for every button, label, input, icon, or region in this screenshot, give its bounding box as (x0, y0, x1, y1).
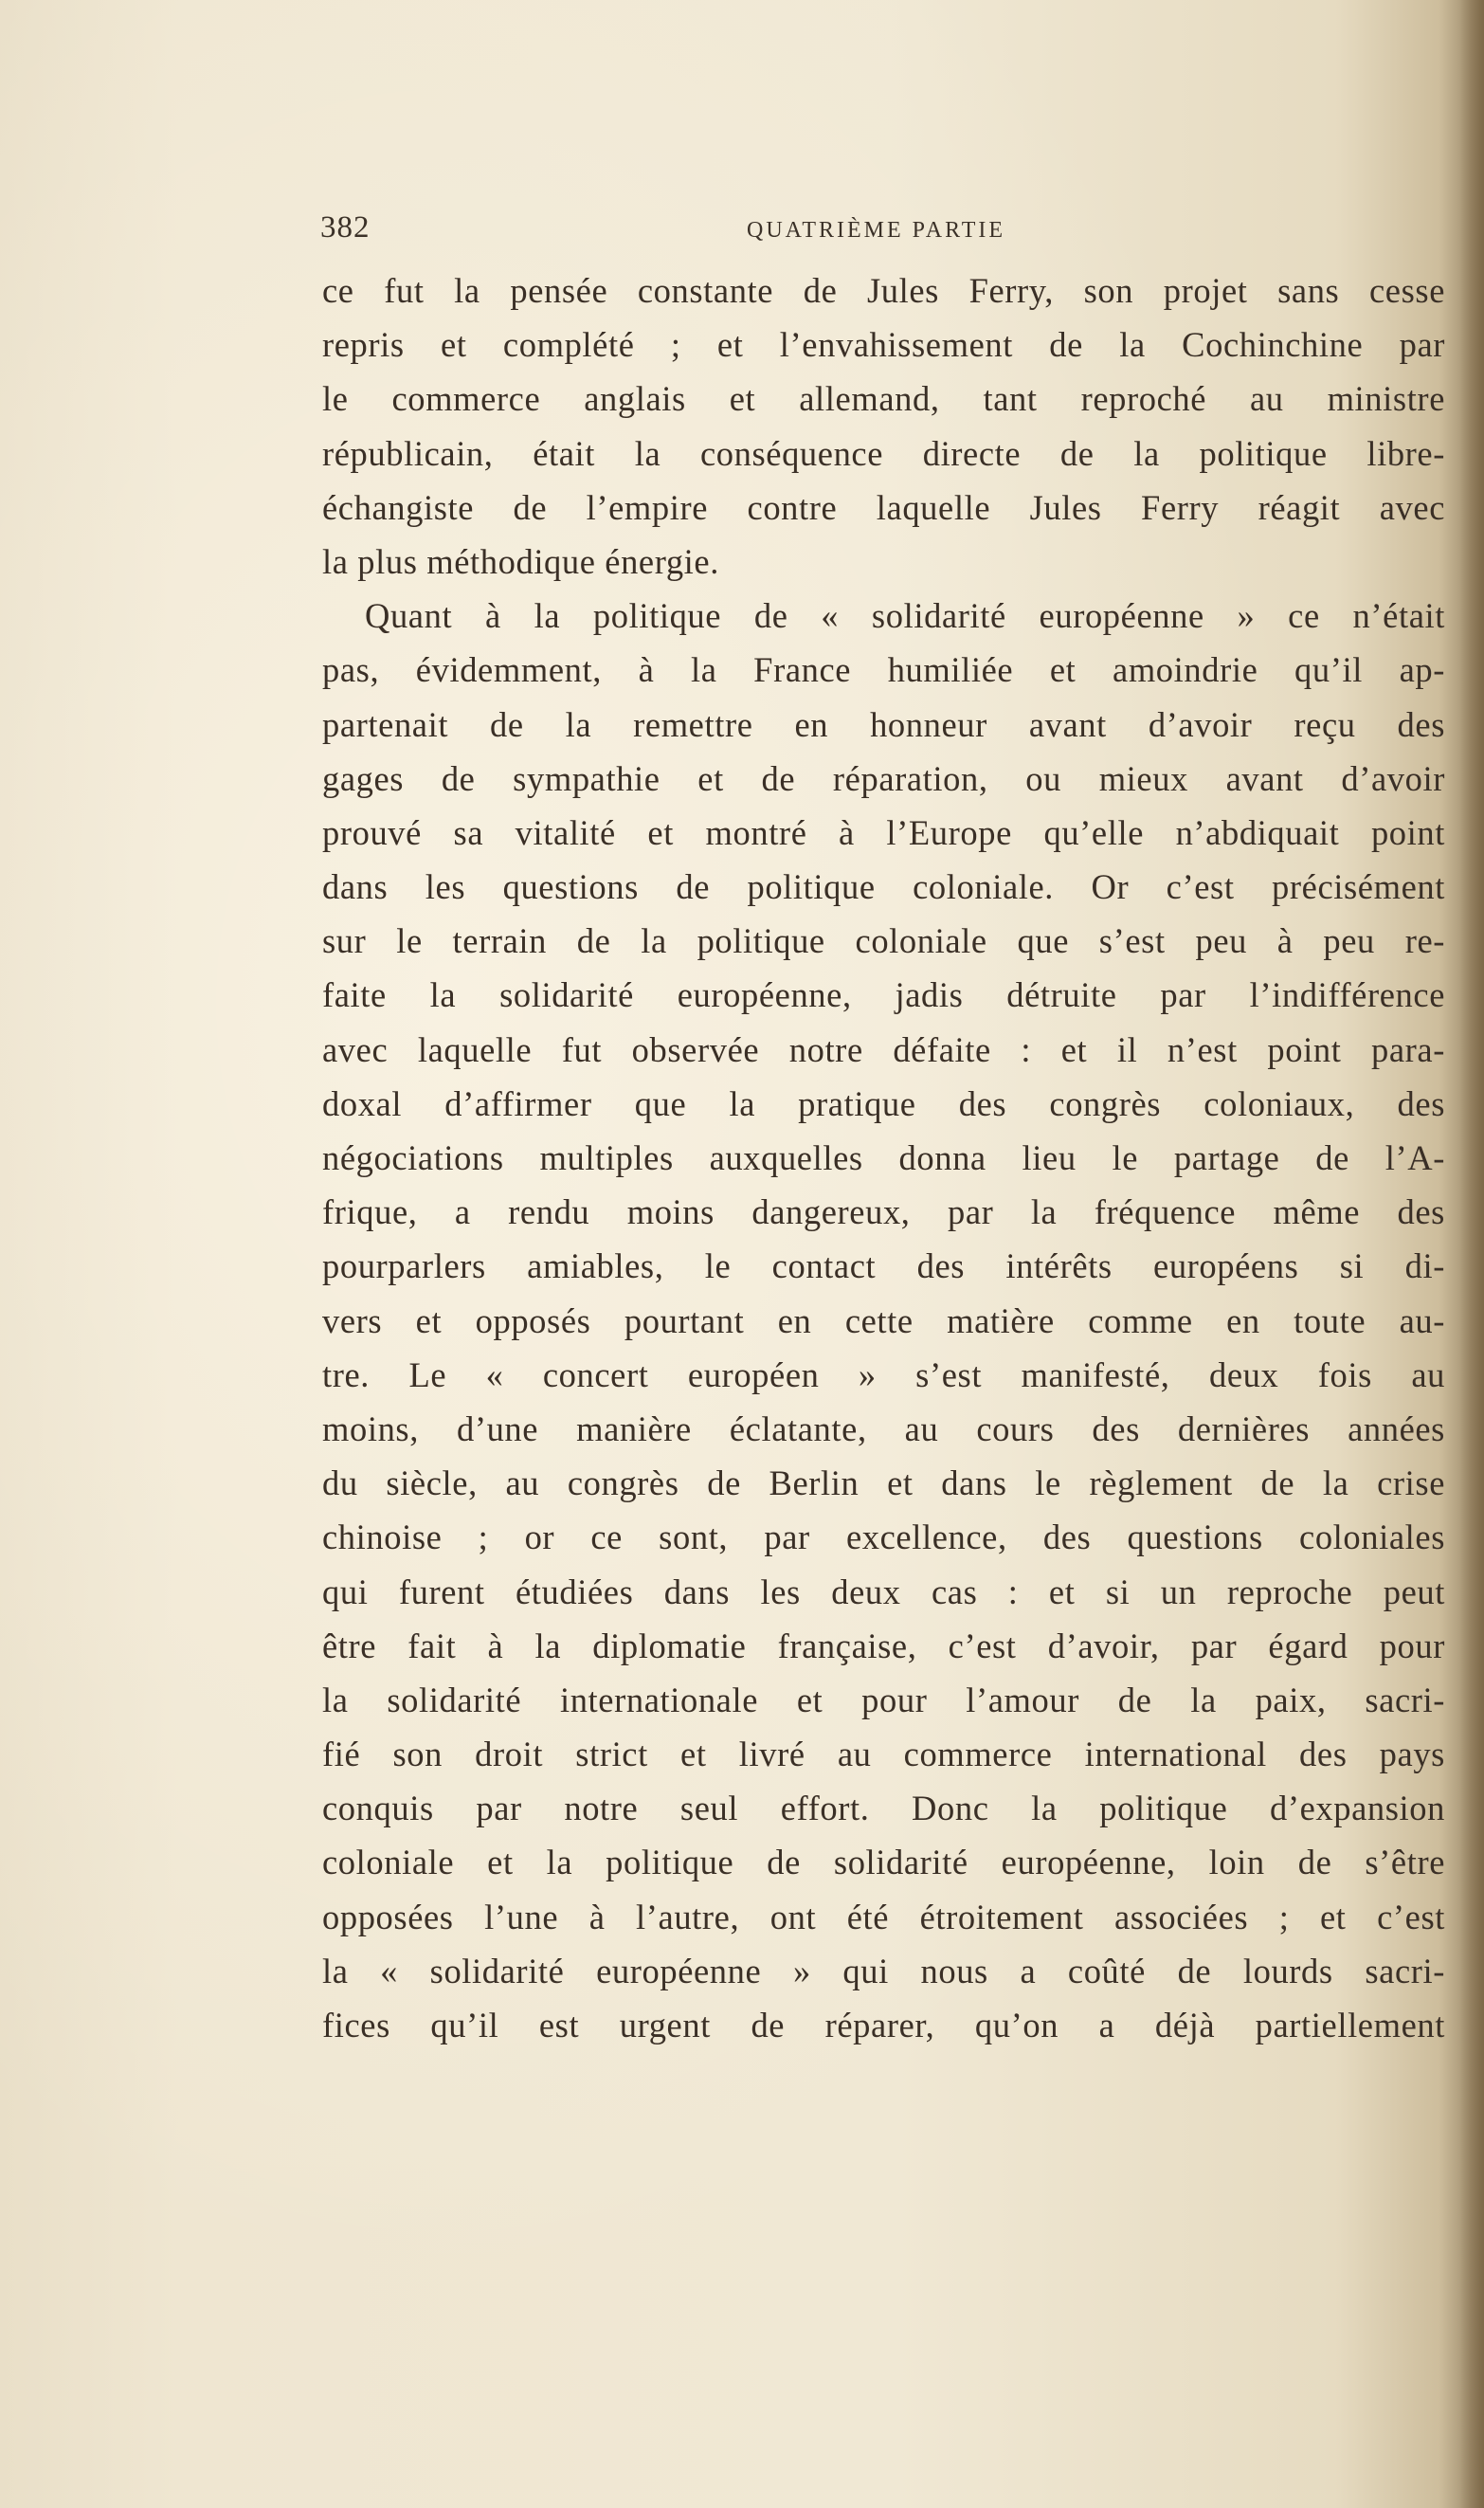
page-header (320, 210, 1439, 248)
text-line: fices qu’il est urgent de réparer, qu’on a déjà partiellement (322, 2006, 1445, 2045)
running-head: QUATRIÈME PARTIE (747, 218, 1006, 243)
text-line: ce fut la pensée constante de Jules Ferry, son projet sans cesse (322, 271, 1445, 310)
text-line: tre. Le « concert européen » s’est manifesté, deux fois au (322, 1354, 1445, 1394)
page-edge-shadow (1459, 0, 1484, 2508)
text-line: doxal d’affirmer que la pratique des congrès coloniaux, des (322, 1083, 1445, 1123)
text-line: être fait à la diplomatie française, c’est d’avoir, par égard pour (322, 1626, 1445, 1665)
text-line: la plus méthodique énergie. (322, 541, 719, 581)
text-line: le commerce anglais et allemand, tant reproché au ministre (322, 379, 1445, 419)
text-line: moins, d’une manière éclatante, au cours des dernières années (322, 1408, 1445, 1448)
text-line: la solidarité internationale et pour l’amour de la paix, sacri- (322, 1680, 1445, 1719)
text-line: conquis par notre seul effort. Donc la politique d’expansion (322, 1789, 1445, 1828)
text-line: frique, a rendu moins dangereux, par la fréquence même des (322, 1192, 1445, 1232)
text-line: Quant à la politique de « solidarité européenne » ce n’était (365, 596, 1445, 636)
text-line: opposées l’une à l’autre, ont été étroitement associées ; et c’est (322, 1897, 1445, 1936)
text-line: fié son droit strict et livré au commerce international des pays (322, 1735, 1445, 1774)
text-line: coloniale et la politique de solidarité européenne, loin de s’être (322, 1843, 1445, 1882)
text-line: prouvé sa vitalité et montré à l’Europe qu’elle n’abdiquait point (322, 812, 1445, 852)
text-line: repris et complété ; et l’envahissement de la Cochinchine par (322, 325, 1445, 365)
text-line: qui furent étudiées dans les deux cas : et si un reproche peut (322, 1572, 1445, 1611)
text-line: pourparlers amiables, le contact des intérêts européens si di- (322, 1246, 1445, 1286)
text-line: républicain, était la conséquence directe de la politique libre- (322, 433, 1445, 473)
text-line: sur le terrain de la politique coloniale que s’est peu à peu re- (322, 921, 1445, 961)
text-line: gages de sympathie et de réparation, ou mieux avant d’avoir (322, 758, 1445, 798)
text-line: partenait de la remettre en honneur avant d’avoir reçu des (322, 704, 1445, 744)
text-line: pas, évidemment, à la France humiliée et amoindrie qu’il ap- (322, 650, 1445, 690)
text-line: vers et opposés pourtant en cette matière comme en toute au- (322, 1300, 1445, 1340)
text-line: dans les questions de politique coloniale. Or c’est précisément (322, 867, 1445, 907)
body-text (322, 264, 1445, 2052)
text-line: avec laquelle fut observée notre défaite : et il n’est point para- (322, 1029, 1445, 1069)
text-line: du siècle, au congrès de Berlin et dans le règlement de la crise (322, 1463, 1445, 1503)
text-line: faite la solidarité européenne, jadis détruite par l’indifférence (322, 975, 1445, 1015)
text-line: négociations multiples auxquelles donna lieu le partage de l’A- (322, 1138, 1445, 1177)
text-line: échangiste de l’empire contre laquelle Jules Ferry réagit avec (322, 487, 1445, 527)
text-line: chinoise ; or ce sont, par excellence, des questions coloniales (322, 1518, 1445, 1557)
page-number: 382 (320, 210, 371, 245)
text-line: la « solidarité européenne » qui nous a coûté de lourds sacri- (322, 1951, 1445, 1990)
